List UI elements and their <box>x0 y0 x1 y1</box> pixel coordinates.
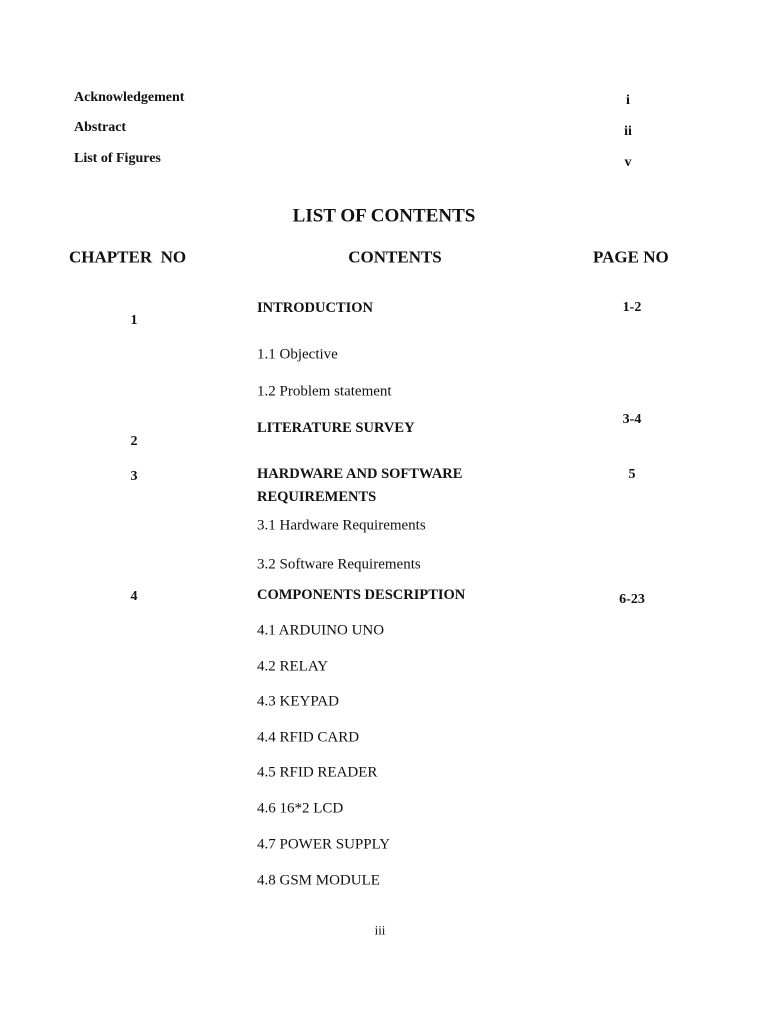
header-chapter-no: CHAPTER NO <box>69 247 187 267</box>
subsection: 4.6 16*2 LCD <box>257 800 344 817</box>
subsection: 4.8 GSM MODULE <box>257 872 380 889</box>
chapter-pages: 6-23 <box>619 592 645 607</box>
subsection: 4.3 KEYPAD <box>257 693 339 710</box>
header-page-no: PAGE NO <box>593 247 669 267</box>
chapter-pages: 5 <box>628 467 636 482</box>
chapter-title: LITERATURE SURVEY <box>257 419 415 436</box>
chapter-number: 3 <box>130 469 138 484</box>
subsection: 1.2 Problem statement <box>257 383 392 400</box>
front-matter-label: Acknowledgement <box>74 90 185 105</box>
front-matter-label: List of Figures <box>74 151 161 166</box>
subsection: 4.2 RELAY <box>257 658 329 675</box>
chapter-title-line: HARDWARE AND SOFTWARE <box>257 465 463 482</box>
chapter-number: 2 <box>130 434 138 449</box>
chapter-title-line: REQUIREMENTS <box>257 488 377 505</box>
chapter-number: 1 <box>130 313 138 328</box>
subsection: 4.5 RFID READER <box>257 764 378 781</box>
header-contents: CONTENTS <box>348 247 442 267</box>
subsection: 3.2 Software Requirements <box>257 556 421 573</box>
chapter-number: 4 <box>130 589 138 604</box>
chapter-title: COMPONENTS DESCRIPTION <box>257 586 466 603</box>
front-matter-label: Abstract <box>74 120 127 135</box>
page-number: iii <box>374 922 386 938</box>
subsection: 4.4 RFID CARD <box>257 729 360 746</box>
chapter-title: INTRODUCTION <box>257 299 374 316</box>
front-matter-page: ii <box>624 124 632 139</box>
subsection: 3.1 Hardware Requirements <box>257 517 426 534</box>
subsection: 4.1 ARDUINO UNO <box>257 622 385 639</box>
front-matter-page: v <box>624 155 632 170</box>
chapter-pages: 3-4 <box>622 412 642 427</box>
subsection: 1.1 Objective <box>257 346 338 363</box>
chapter-pages: 1-2 <box>622 300 642 315</box>
subsection: 4.7 POWER SUPPLY <box>257 836 391 853</box>
front-matter-page: i <box>626 93 630 108</box>
page-title: LIST OF CONTENTS <box>292 205 476 227</box>
